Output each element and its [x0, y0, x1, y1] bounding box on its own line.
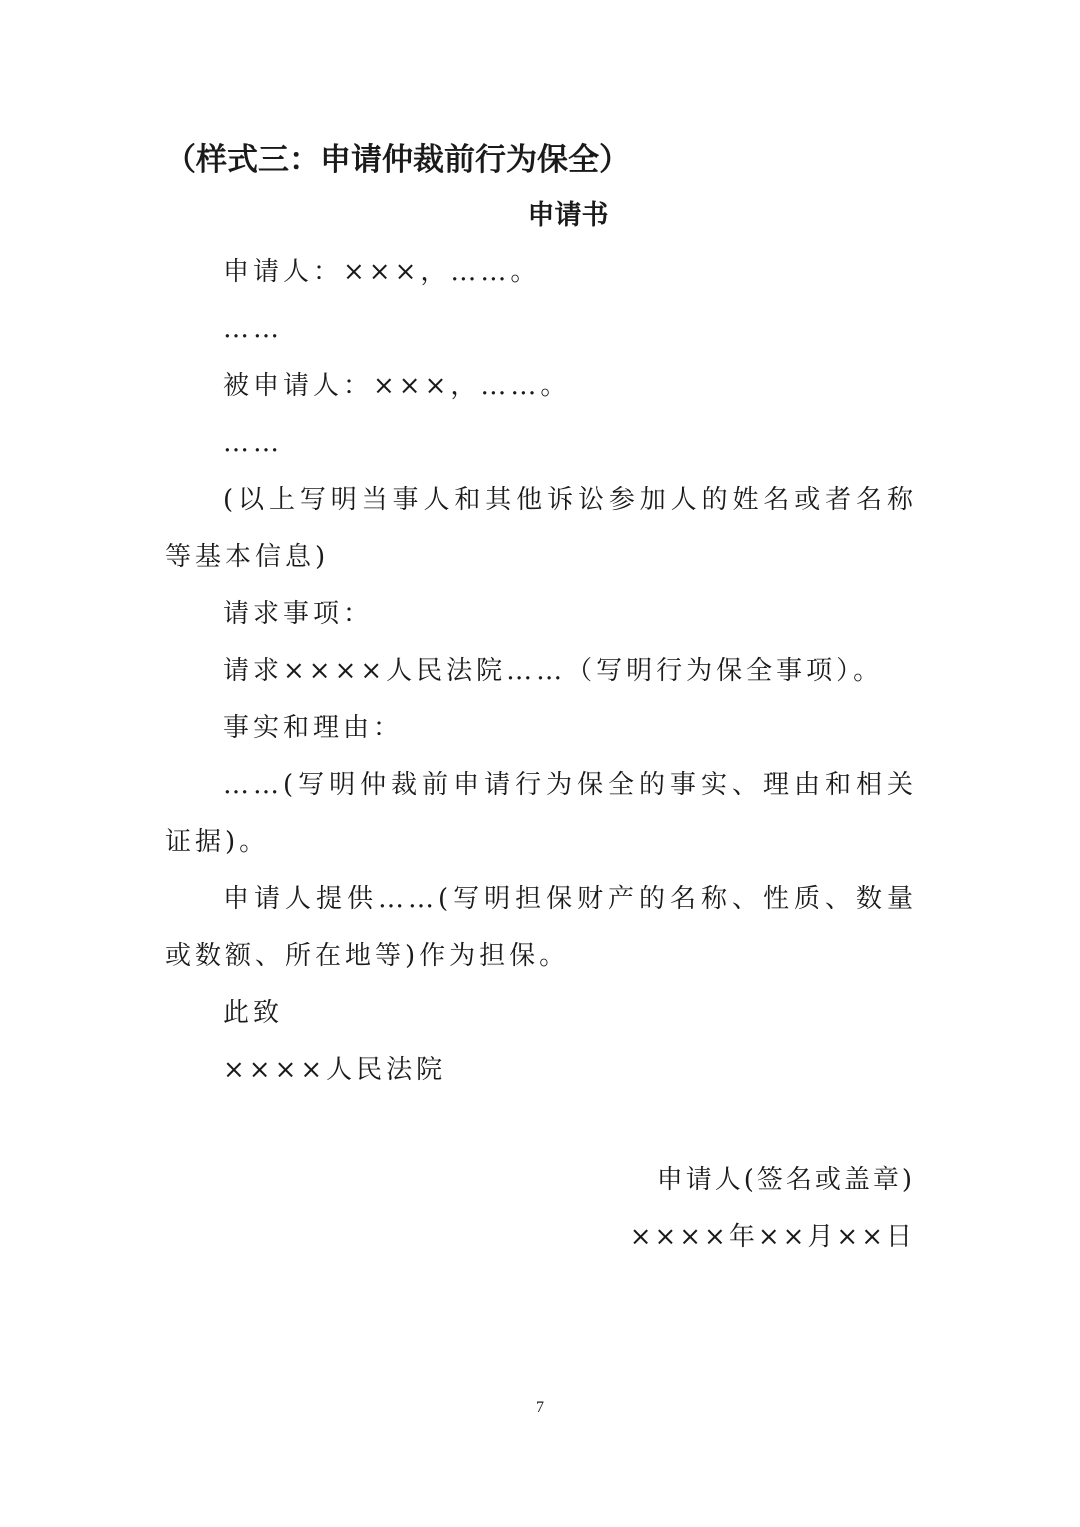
guarantee-content: 申请人提供……(写明担保财产的名称、性质、数量或数额、所在地等)作为担保。	[165, 884, 917, 971]
party-info-note: (以上写明当事人和其他诉讼参加人的姓名或者名称等基本信息)	[165, 485, 917, 572]
applicant-signature: 申请人(签名或盖章)	[656, 1165, 915, 1195]
document-body	[165, 244, 917, 1099]
signature-date: ××××年××月××日	[629, 1222, 915, 1252]
applicant-ellipsis: ……	[223, 314, 283, 344]
respondent-ellipsis: ……	[223, 428, 283, 458]
form-style-heading: （样式三：申请仲裁前行为保全）	[165, 142, 630, 178]
salutation: 此致	[223, 998, 284, 1028]
facts-heading: 事实和理由：	[223, 713, 404, 743]
signature-block	[630, 1152, 915, 1266]
applicant-line: 申请人：×××，……。	[223, 257, 541, 287]
recipient-court: ××××人民法院	[223, 1055, 447, 1085]
claims-content: 请求××××人民法院……（写明行为保全事项）。	[223, 656, 884, 686]
page-number: 7	[536, 1399, 544, 1416]
document-title: 申请书	[527, 200, 609, 231]
respondent-line: 被申请人：×××，……。	[223, 371, 571, 401]
facts-content: ……(写明仲裁前申请行为保全的事实、理由和相关证据)。	[165, 770, 917, 857]
claims-heading: 请求事项：	[223, 599, 374, 629]
